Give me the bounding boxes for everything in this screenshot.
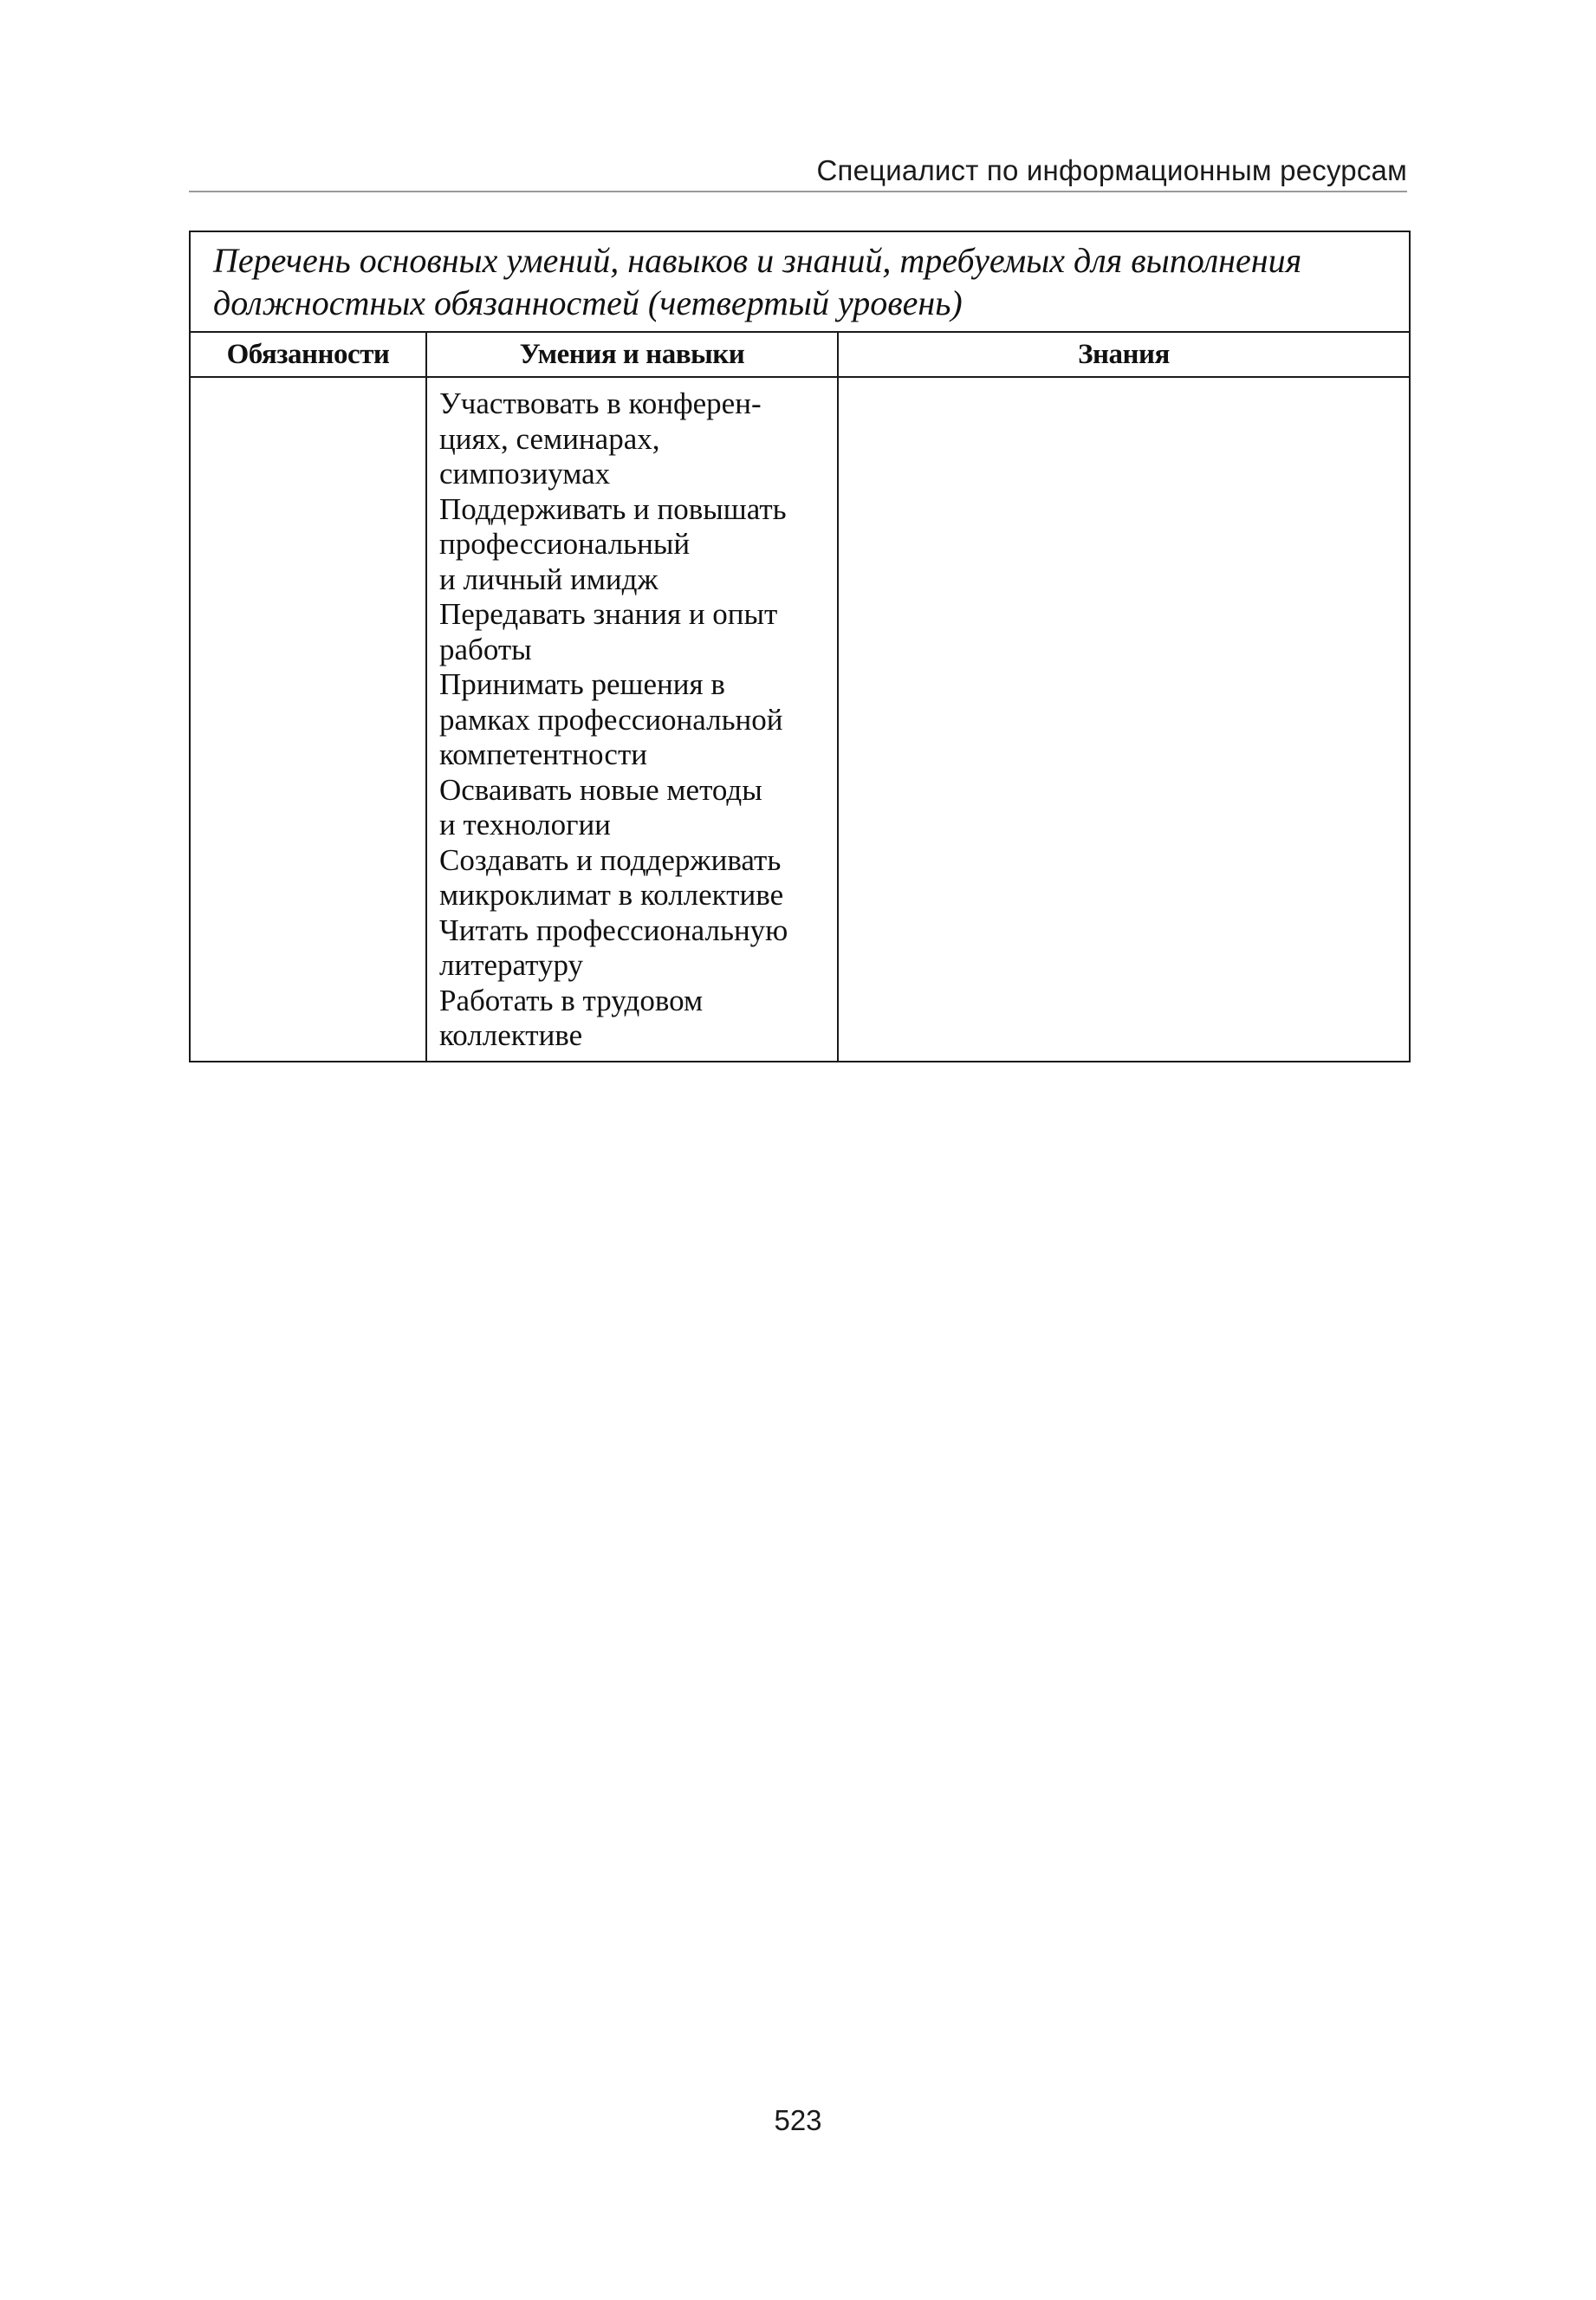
skills-line: профессиональный [439, 527, 691, 561]
skills-line: Передавать знания и опыт [439, 597, 778, 631]
column-header-knowledge: Знания [838, 332, 1410, 377]
skills-list [427, 378, 837, 1054]
duties-cell [190, 377, 426, 1062]
table-caption [190, 231, 1410, 332]
table-caption-row [190, 231, 1410, 332]
knowledge-cell [838, 377, 1410, 1062]
skills-line: работы [439, 632, 532, 666]
table-caption-line: Перечень основных умений, навыков и знаний, требуемых для выполнения [213, 241, 1302, 280]
skills-cell [426, 377, 838, 1062]
skills-line: Принимать решения в [439, 667, 725, 701]
running-header-title: Специалист по информационным ресурсам [816, 154, 1407, 186]
skills-line: Поддерживать и повышать [439, 491, 787, 526]
table-caption-line: должностных обязанностей (четвертый уровень) [213, 283, 963, 322]
skills-line: и личный имидж [439, 562, 659, 596]
table-header-row [190, 332, 1410, 377]
skills-line: Создавать и поддерживать [439, 842, 782, 877]
skills-line: Участвовать в конферен- [439, 387, 762, 420]
skills-line: Работать в трудовом [439, 983, 704, 1017]
skills-line: микроклимат в коллективе [439, 878, 784, 912]
skills-line: симпозиумах [439, 457, 611, 491]
column-header-skills: Умения и навыки [426, 332, 838, 377]
skills-line: Осваивать новые методы [439, 772, 762, 807]
running-header [189, 146, 1407, 192]
skills-line: и технологии [439, 808, 611, 841]
table-row [190, 377, 1410, 1062]
skills-table [189, 231, 1411, 1062]
skills-line: литературу [439, 948, 584, 982]
skills-line: компетентности [439, 737, 647, 771]
skills-line: рамках профессиональной [439, 702, 783, 737]
skills-line: коллективе [439, 1018, 583, 1052]
column-header-duties: Обязанности [190, 332, 426, 377]
skills-line: циях, семинарах, [439, 421, 660, 456]
skills-line: Читать профессиональную [439, 913, 788, 947]
page-number: 523 [774, 2104, 822, 2136]
